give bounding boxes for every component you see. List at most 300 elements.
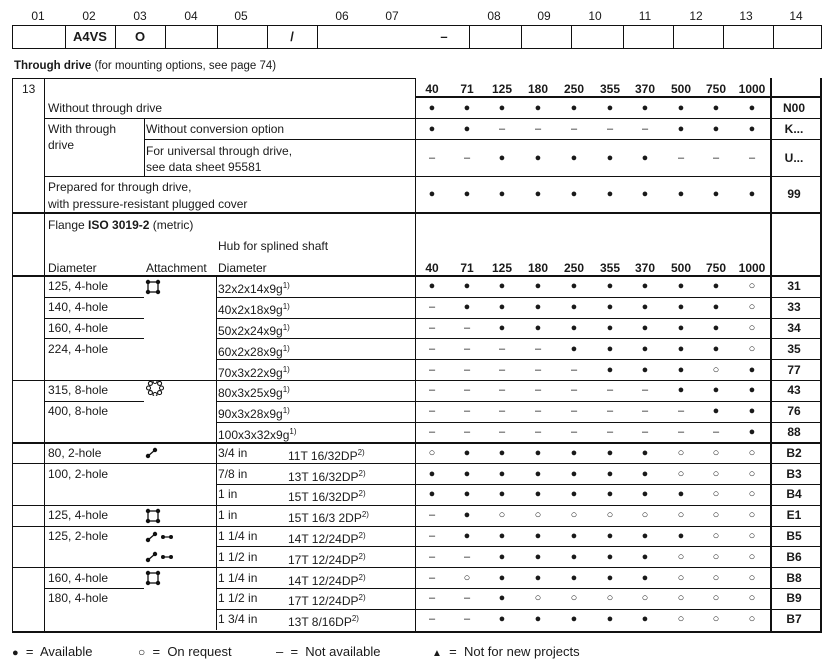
- availability-cell: ●: [606, 550, 614, 563]
- availability-cell: ○: [606, 509, 614, 522]
- spline-spec: 15T 16/3 2DP$^{2)}$: [288, 510, 369, 526]
- position-number: 09: [537, 9, 551, 23]
- availability-cell: ○: [712, 488, 720, 501]
- table-rule: [216, 567, 822, 568]
- availability-cell: ○: [748, 592, 756, 605]
- availability-cell: –: [534, 405, 542, 418]
- availability-cell: ●: [463, 530, 471, 542]
- availability-cell: ●: [641, 613, 649, 626]
- shaft-size: 1 1/2 in: [218, 591, 258, 606]
- order-code: N00: [782, 101, 805, 115]
- size-header-370: 370: [634, 82, 656, 96]
- legend-not-for-new-text: Not for new projects: [463, 644, 580, 659]
- availability-cell: ○: [677, 613, 685, 626]
- availability-cell: ●: [570, 613, 578, 626]
- legend-not-available: [276, 644, 380, 659]
- hub-spline: $100x3x32x9g^{1)}$: [218, 427, 297, 442]
- availability-cell: ●: [748, 363, 756, 376]
- availability-cell: ○: [748, 530, 756, 542]
- availability-cell: –: [463, 342, 471, 355]
- availability-cell: ●: [428, 488, 436, 501]
- size-header-250: 250: [563, 261, 585, 275]
- code-divider: [571, 26, 572, 48]
- flange-diameter: 125, 4-hole: [48, 279, 109, 294]
- legend-not-available-text: Not available: [305, 644, 381, 659]
- availability-cell: ●: [534, 151, 542, 164]
- table-rule: [216, 359, 822, 360]
- availability-cell: ●: [534, 322, 542, 334]
- availability-cell: ●: [748, 122, 756, 135]
- position-number: 03: [133, 9, 147, 23]
- availability-cell: ○: [748, 446, 756, 459]
- not-available-icon: –: [276, 644, 284, 659]
- availability-cell: –: [428, 592, 436, 605]
- code-dash: –: [440, 29, 448, 44]
- availability-cell: –: [641, 405, 649, 418]
- availability-cell: –: [570, 426, 578, 438]
- availability-cell: ○: [534, 509, 542, 522]
- availability-cell: –: [534, 384, 542, 397]
- availability-cell: –: [606, 384, 614, 397]
- availability-cell: ●: [570, 530, 578, 542]
- code-a4vs: A4VS: [73, 29, 107, 44]
- availability-cell: ○: [570, 592, 578, 605]
- availability-cell: –: [677, 151, 685, 164]
- availability-cell: –: [641, 384, 649, 397]
- code-rule: [770, 118, 822, 119]
- size-header-750: 750: [705, 82, 727, 96]
- section-title-bold: Through drive: [14, 60, 92, 72]
- size-header-125: 125: [491, 82, 513, 96]
- legend-eq: =: [290, 644, 299, 659]
- row-label-prepared-2: with pressure-resistant plugged cover: [48, 197, 248, 211]
- table-rule: [216, 546, 822, 547]
- availability-cell: ●: [712, 188, 720, 200]
- availability-cell: ○: [748, 342, 756, 355]
- table-rule: [12, 526, 216, 527]
- four-hole-icon: [145, 279, 167, 295]
- position-number: 11: [638, 9, 652, 23]
- availability-cell: –: [534, 363, 542, 376]
- availability-cell: –: [570, 384, 578, 397]
- table-rule: [820, 78, 822, 632]
- availability-cell: ●: [641, 363, 649, 376]
- availability-cell: ●: [463, 280, 471, 293]
- table-rule: [216, 463, 822, 464]
- flange-header: Flange ISO 3019-2 (metric): [48, 218, 194, 232]
- code-slash: /: [290, 29, 294, 44]
- eight-hole-icon: [146, 380, 168, 396]
- position-number: 14: [789, 9, 803, 23]
- size-header-355: 355: [599, 261, 621, 275]
- legend-eq: =: [25, 644, 34, 659]
- shaft-size: 7/8 in: [218, 466, 248, 481]
- flange-diameter: 315, 8-hole: [48, 383, 109, 398]
- position-number: 10: [588, 9, 602, 23]
- spline-spec: 17T 12/24DP$^{2)}$: [288, 593, 366, 609]
- table-rule: [44, 318, 144, 319]
- availability-cell: ●: [712, 405, 720, 418]
- availability-cell: ●: [677, 530, 685, 542]
- hub-spline: $32x2x14x9g^{1)}$: [218, 281, 290, 297]
- order-code: 43: [787, 383, 801, 398]
- section-title-note: (for mounting options, see page 74): [94, 60, 277, 72]
- shaft-size: 1 1/4 in: [218, 529, 258, 543]
- availability-cell: ○: [677, 550, 685, 563]
- availability-cell: ○: [748, 488, 756, 501]
- table-rule: [12, 212, 822, 214]
- flange-diameter: 100, 2-hole: [48, 466, 109, 481]
- order-code: E1: [786, 508, 802, 523]
- hub-spline: $70x3x22x9g^{1)}$: [218, 364, 290, 380]
- availability-cell: –: [606, 405, 614, 418]
- code-divider: [521, 26, 522, 48]
- availability-cell: ●: [534, 571, 542, 584]
- availability-cell: –: [498, 426, 506, 438]
- availability-cell: –: [463, 550, 471, 563]
- availability-cell: ●: [641, 467, 649, 480]
- spline-spec: 13T 16/32DP$^{2)}$: [288, 468, 366, 484]
- availability-cell: ●: [570, 467, 578, 480]
- availability-cell: –: [463, 592, 471, 605]
- availability-cell: ○: [534, 592, 542, 605]
- availability-cell: ○: [748, 571, 756, 584]
- availability-cell: ●: [606, 446, 614, 459]
- availability-cell: ●: [677, 280, 685, 293]
- table-rule: [216, 338, 822, 339]
- availability-cell: –: [534, 122, 542, 135]
- table-rule: [12, 505, 216, 506]
- order-code: B6: [786, 549, 802, 564]
- position-number: 05: [234, 9, 248, 23]
- availability-cell: –: [498, 405, 506, 418]
- code-divider: [773, 26, 774, 48]
- availability-cell: ●: [534, 530, 542, 542]
- shaft-size: 1 1/4 in: [218, 570, 258, 585]
- legend-eq: =: [152, 644, 161, 659]
- table-rule: [216, 422, 822, 423]
- availability-cell: ●: [606, 342, 614, 355]
- table-rule: [216, 276, 217, 442]
- shaft-size: 3/4 in: [218, 445, 248, 460]
- position-number: 04: [184, 9, 198, 23]
- availability-cell: ●: [463, 301, 471, 314]
- availability-cell: ●: [641, 102, 649, 114]
- table-rule: [12, 275, 822, 277]
- availability-cell: ●: [498, 151, 506, 164]
- availability-cell: ●: [570, 151, 578, 164]
- availability-cell: ●: [748, 426, 756, 438]
- availability-cell: ●: [428, 102, 436, 114]
- order-code: 76: [787, 404, 801, 419]
- availability-cell: ●: [606, 188, 614, 200]
- availability-cell: ○: [712, 363, 720, 376]
- availability-cell: ○: [712, 467, 720, 480]
- availability-cell: ○: [570, 509, 578, 522]
- order-code: 31: [787, 279, 801, 294]
- order-code: B9: [786, 591, 802, 606]
- availability-cell: ○: [712, 509, 720, 522]
- availability-cell: –: [428, 301, 436, 314]
- availability-cell: ●: [712, 384, 720, 397]
- availability-cell: ●: [428, 280, 436, 293]
- availability-cell: ●: [606, 488, 614, 501]
- availability-cell: ●: [570, 102, 578, 114]
- table-rule: [144, 118, 145, 176]
- position-number: 12: [689, 9, 703, 23]
- code-divider: [217, 26, 218, 48]
- hub-diameter-header: Diameter: [218, 261, 267, 275]
- availability-cell: ●: [606, 151, 614, 164]
- availability-cell: ●: [677, 342, 685, 355]
- availability-cell: ●: [498, 322, 506, 334]
- table-rule: [12, 463, 216, 464]
- row-label-prepared: Prepared for through drive,: [48, 180, 192, 194]
- code-rule: [770, 139, 822, 140]
- availability-cell: –: [677, 405, 685, 418]
- hub-spline: $90x3x28x9g^{1)}$: [218, 406, 290, 422]
- table-rule: [12, 78, 416, 79]
- availability-cell: ●: [498, 280, 506, 293]
- availability-cell: ○: [712, 592, 720, 605]
- availability-cell: ●: [606, 322, 614, 334]
- table-rule: [144, 139, 820, 140]
- shaft-size: 1 1/2 in: [218, 549, 258, 564]
- availability-cell: ●: [570, 322, 578, 334]
- availability-cell: ●: [463, 509, 471, 522]
- table-rule: [216, 588, 822, 589]
- order-code: B8: [786, 570, 802, 585]
- row-label-drive: drive: [48, 138, 75, 152]
- availability-cell: –: [641, 426, 649, 438]
- availability-cell: ●: [712, 342, 720, 355]
- order-code: 33: [787, 300, 801, 315]
- flange-diameter: 125, 4-hole: [48, 508, 109, 523]
- availability-cell: ○: [748, 613, 756, 626]
- availability-cell: ○: [748, 322, 756, 334]
- availability-cell: –: [570, 122, 578, 135]
- availability-cell: ○: [748, 550, 756, 563]
- order-code: 99: [787, 187, 801, 201]
- availability-cell: –: [748, 151, 756, 164]
- availability-cell: ●: [534, 102, 542, 114]
- table-rule: [44, 297, 144, 298]
- table-rule: [216, 505, 822, 506]
- availability-cell: ●: [677, 102, 685, 114]
- availability-cell: –: [463, 151, 471, 164]
- availability-cell: ●: [641, 151, 649, 164]
- size-header-1000: 1000: [738, 261, 766, 275]
- legend-available-text: Available: [40, 644, 93, 659]
- available-icon: ●: [12, 647, 19, 659]
- through-drive-table: [12, 78, 822, 632]
- size-header-1000: 1000: [738, 82, 766, 96]
- table-rule: [216, 401, 822, 402]
- availability-cell: –: [463, 322, 471, 334]
- availability-cell: ●: [428, 467, 436, 480]
- size-header-500: 500: [670, 261, 692, 275]
- availability-cell: ○: [677, 509, 685, 522]
- availability-cell: ●: [534, 188, 542, 200]
- four-hole-icon: [145, 508, 167, 524]
- availability-cell: –: [498, 363, 506, 376]
- hub-header: Hub for splined shaft: [218, 239, 329, 253]
- order-code: K...: [784, 121, 804, 136]
- row-label-with-through: With through: [48, 122, 117, 136]
- availability-cell: –: [498, 122, 506, 135]
- table-rule: [216, 380, 822, 381]
- legend-not-for-new: [432, 644, 580, 659]
- availability-cell: ○: [463, 571, 471, 584]
- two-hole-horizontal-icon: [160, 529, 176, 545]
- table-rule: [44, 78, 45, 632]
- availability-cell: ●: [641, 322, 649, 334]
- size-header-750: 750: [705, 261, 727, 275]
- availability-cell: –: [428, 571, 436, 584]
- availability-cell: –: [463, 384, 471, 397]
- availability-cell: ○: [748, 467, 756, 480]
- spline-spec: 17T 12/24DP$^{2)}$: [288, 551, 366, 567]
- table-rule: [216, 526, 822, 527]
- availability-cell: ●: [641, 301, 649, 314]
- availability-cell: ○: [712, 446, 720, 459]
- availability-cell: –: [498, 342, 506, 355]
- availability-cell: ●: [534, 550, 542, 563]
- four-hole-icon: [145, 570, 167, 586]
- table-rule: [44, 176, 820, 177]
- flange-diameter: 224, 4-hole: [48, 341, 109, 356]
- shaft-size: 1 3/4 in: [218, 612, 258, 627]
- availability-cell: ●: [534, 280, 542, 293]
- availability-cell: ●: [463, 488, 471, 501]
- availability-cell: –: [428, 384, 436, 397]
- availability-cell: ●: [677, 488, 685, 501]
- size-header-71: 71: [460, 261, 474, 275]
- availability-cell: ●: [534, 301, 542, 314]
- availability-cell: –: [463, 405, 471, 418]
- availability-cell: ●: [498, 446, 506, 459]
- availability-cell: ●: [677, 301, 685, 314]
- availability-cell: –: [428, 322, 436, 334]
- availability-cell: –: [428, 613, 436, 626]
- availability-cell: ●: [428, 122, 436, 135]
- size-header-71: 71: [460, 82, 474, 96]
- availability-cell: ●: [498, 613, 506, 626]
- flange-diameter: 125, 2-hole: [48, 529, 109, 543]
- row-label-without-through-drive: Without through drive: [48, 101, 163, 115]
- order-code: 88: [787, 425, 801, 439]
- size-header-40: 40: [425, 82, 439, 96]
- availability-cell: ●: [570, 188, 578, 200]
- table-rule: [415, 96, 822, 98]
- availability-cell: ●: [748, 102, 756, 114]
- availability-cell: ●: [463, 188, 471, 200]
- availability-cell: –: [463, 613, 471, 626]
- availability-cell: ●: [498, 550, 506, 563]
- size-header-180: 180: [527, 82, 549, 96]
- flange-diameter: 160, 4-hole: [48, 570, 109, 585]
- flange-diameter: 140, 4-hole: [48, 300, 109, 315]
- availability-cell: ○: [677, 446, 685, 459]
- availability-cell: –: [677, 426, 685, 438]
- availability-cell: ○: [748, 280, 756, 293]
- availability-cell: –: [463, 363, 471, 376]
- legend-eq: =: [449, 644, 457, 659]
- availability-cell: ●: [570, 301, 578, 314]
- shaft-size: 1 in: [218, 508, 238, 523]
- availability-cell: ●: [498, 530, 506, 542]
- table-rule: [216, 484, 822, 485]
- code-divider: [317, 26, 318, 48]
- flange-diameter: 80, 2-hole: [48, 445, 102, 460]
- size-header-370: 370: [634, 261, 656, 275]
- availability-cell: –: [428, 509, 436, 522]
- diameter-header: Diameter: [48, 261, 97, 275]
- availability-cell: ●: [534, 613, 542, 626]
- position-number: 13: [739, 9, 753, 23]
- size-header-40: 40: [425, 261, 439, 275]
- table-rule: [216, 318, 822, 319]
- order-code: 77: [787, 362, 801, 377]
- availability-cell: ○: [712, 530, 720, 542]
- availability-cell: ●: [463, 446, 471, 459]
- availability-cell: ○: [677, 467, 685, 480]
- size-header-355: 355: [599, 82, 621, 96]
- table-rule: [216, 609, 822, 610]
- availability-cell: ●: [534, 467, 542, 480]
- table-rule: [12, 380, 216, 381]
- legend-on-request: [138, 644, 232, 659]
- availability-cell: ●: [606, 530, 614, 542]
- code-o: O: [134, 29, 146, 44]
- availability-cell: ●: [712, 301, 720, 314]
- size-header-180: 180: [527, 261, 549, 275]
- row-label-universal: For universal through drive,: [146, 144, 293, 158]
- section-number: 13: [22, 82, 36, 96]
- flange-diameter: 400, 8-hole: [48, 404, 109, 419]
- availability-cell: ●: [748, 405, 756, 418]
- availability-cell: ●: [606, 467, 614, 480]
- availability-cell: –: [606, 426, 614, 438]
- availability-cell: –: [712, 151, 720, 164]
- code-rule: [770, 176, 822, 177]
- not-for-new-projects-icon: ▲: [432, 648, 442, 659]
- availability-cell: ●: [606, 280, 614, 293]
- order-code: B3: [786, 466, 802, 481]
- availability-cell: ○: [641, 509, 649, 522]
- availability-cell: ●: [677, 384, 685, 397]
- availability-cell: ●: [677, 188, 685, 200]
- code-divider: [673, 26, 674, 48]
- availability-cell: ●: [641, 571, 649, 584]
- position-number: 02: [82, 9, 96, 23]
- availability-cell: ●: [570, 446, 578, 459]
- availability-cell: –: [428, 363, 436, 376]
- availability-cell: ●: [570, 488, 578, 501]
- legend-on-request-text: On request: [167, 644, 232, 659]
- order-code: 35: [787, 341, 801, 356]
- code-rule: [770, 96, 822, 98]
- table-rule: [44, 118, 820, 119]
- availability-cell: ●: [606, 363, 614, 376]
- availability-cell: ○: [677, 592, 685, 605]
- availability-cell: –: [498, 384, 506, 397]
- spline-spec: 14T 12/24DP$^{2)}$: [288, 572, 366, 588]
- availability-cell: ○: [712, 613, 720, 626]
- availability-cell: ●: [641, 530, 649, 542]
- availability-cell: ●: [748, 188, 756, 200]
- code-divider: [165, 26, 166, 48]
